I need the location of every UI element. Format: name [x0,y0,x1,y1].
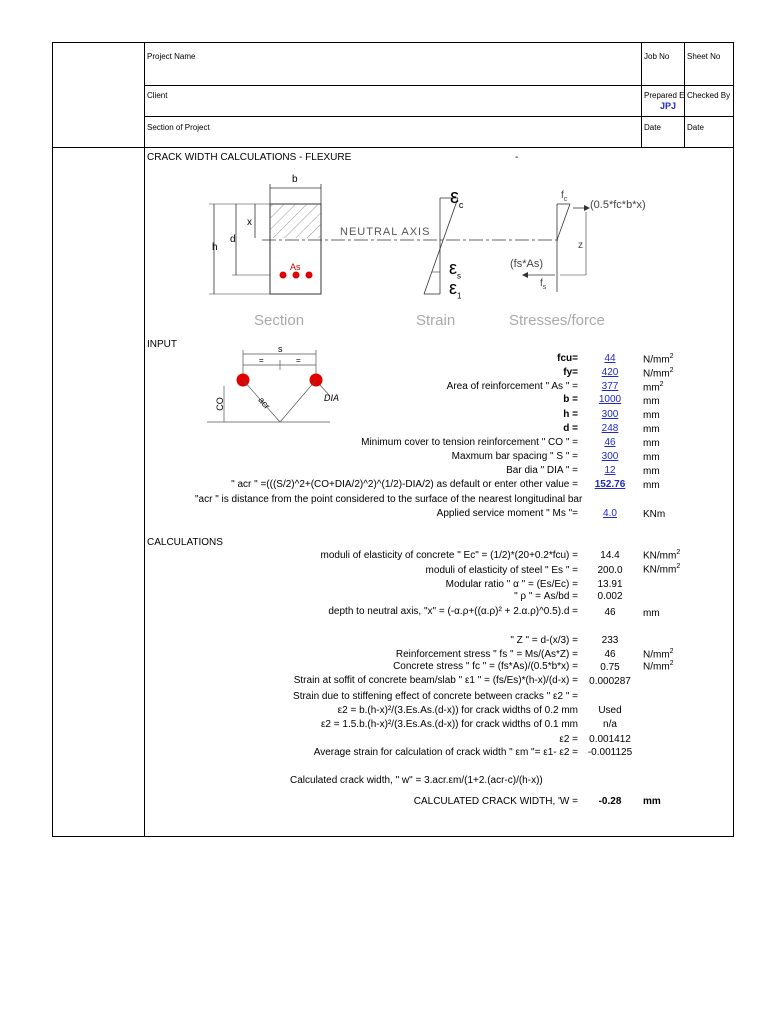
frame-col-job [641,42,642,148]
calc-value-e2a: Used [598,705,622,716]
calc-label-es: moduli of elasticity of steel " Es " = [425,565,578,576]
date-label-2: Date [687,123,704,132]
label-neutral-axis: NEUTRAL AXIS [340,226,431,238]
label-x: x [247,217,252,228]
label-b: b [292,174,298,185]
rebar-2 [293,272,300,279]
frame-bottom [52,836,734,837]
calc-label-em: Average strain for calculation of crack width " εm "= ε1- ε2 = [313,747,578,758]
section-strain-stress-diagram [0,160,768,350]
frame-row-1 [144,85,734,86]
calc-value-rho: 0.002 [597,591,623,602]
caption-stress: Stresses/force [509,312,605,329]
frame-top [52,42,734,43]
page-title: CRACK WIDTH CALCULATIONS - FLEXURE [147,152,352,163]
input-unit-acr: mm [643,480,660,491]
label-strain-s: $\varepsilon_s$ [449,258,462,281]
calc-unit-fs: $N/mm^2$ [643,648,674,661]
input-value-co[interactable]: 46 [604,437,616,448]
rebar-1 [280,272,287,279]
detail-label-co: CO [214,397,225,411]
project-name-label: Project Name [147,52,196,61]
calc-unit-fc: $N/mm^2$ [643,660,674,673]
acr-note: "acr " is distance from the point considered to the surface of the nearest longitudinal bar [195,494,583,505]
calc-label-e1: Strain at soffit of concrete beam/slab " ε1 " = (fs/Es)*(h-x)/(d-x) = [293,675,578,686]
crack-width-unit: mm [643,796,661,807]
prepared-by-label: Prepared E [644,91,684,100]
caption-section: Section [254,312,305,329]
frame-row-2 [144,116,734,117]
calc-label-x: depth to neutral axis, "x" = (-α.ρ+((α.ρ)² + 2.α.ρ)^0.5).d = [328,606,578,617]
input-value-fcu[interactable]: 44 [604,353,616,364]
input-label-b: b = [563,394,578,405]
calc-value-z: 233 [601,635,619,646]
rebar-3 [306,272,313,279]
label-d: d [230,234,236,245]
input-value-h[interactable]: 300 [601,409,619,420]
input-value-d[interactable]: 248 [601,423,619,434]
crack-width-formula: Calculated crack width, " w" = 3.acr.εm/(1+2.(acr-c)/(h-x)) [290,775,543,786]
label-h: h [212,242,218,253]
calc-label-e2b: ε2 = 1.5.b.(h-x)²/(3.Es.As.(d-x)) for crack widths of 0.1 mm [320,719,578,730]
input-value-dia[interactable]: 12 [604,465,616,476]
input-label-d: d = [563,423,578,434]
calc-label-alpha: Modular ratio " α " = (Es/Ec) = [445,579,578,590]
calc-label-z: " Z " = d-(x/3) = [510,635,578,646]
detail-label-dia: DIA [324,393,340,403]
calc-value-x: 46 [604,607,616,618]
calc-unit-x: mm [643,608,660,619]
caption-strain: Strain [416,312,456,329]
input-unit-fcu: $N/mm^2$ [643,353,674,366]
calc-label-e2-head: Strain due to stiffening effect of concrete between cracks " ε2 " = [293,691,578,702]
input-unit-co: mm [643,438,660,449]
input-label-acr: " acr " =(((S/2)^2+(CO+DIA/2)^2)^(1/2)-DIA/2) as default or enter other value = [231,479,578,490]
input-label-fcu: fcu= [557,353,578,364]
calc-value-em: -0.001125 [587,747,633,758]
frame-row-3 [52,147,734,148]
input-label-dia: Bar dia " DIA " = [506,465,578,476]
label-fc: $f_c$ [561,190,568,203]
calc-unit-es: $KN/mm^2$ [643,563,681,576]
label-z: z [578,240,583,251]
crack-width-label: CALCULATED CRACK WIDTH, 'W = [413,796,578,807]
input-value-s[interactable]: 300 [601,451,619,462]
calc-value-e2b: n/a [603,719,617,730]
detail-label-eq2: = [296,356,301,365]
input-heading: INPUT [147,339,177,350]
frame-col-sheet [684,42,685,148]
input-unit-fy: $N/mm^2$ [643,367,674,380]
section-label: Section of Project [147,123,210,132]
calc-unit-ec: $KN/mm^2$ [643,549,681,562]
input-unit-h: mm [643,410,660,421]
detail-label-s: s [278,344,283,354]
input-value-as[interactable]: 377 [601,381,619,392]
client-label: Client [147,91,168,100]
calc-value-ec: 14.4 [600,550,620,561]
crack-width-value: -0.28 [598,796,622,807]
label-strain-1: $\varepsilon_1$ [449,278,462,301]
detail-label-acr: acr [256,394,273,412]
calc-label-rho: " ρ " = As/bd = [514,591,578,602]
detail-label-eq1: = [259,356,264,365]
calc-value-fc: 0.75 [600,662,620,673]
calculations-heading: CALCULATIONS [147,537,223,548]
input-value-acr[interactable]: 152.76 [594,479,626,490]
input-value-b[interactable]: 1000 [598,394,622,405]
calc-label-e2a: ε2 = b.(h-x)²/(3.Es.As.(d-x)) for crack widths of 0.2 mm [337,705,578,716]
calc-label-fc: Concrete stress " fc " = (fs*As)/(0.5*b*x) = [393,661,578,672]
input-label-fy: fy= [563,367,578,378]
calc-value-e2: 0.001412 [589,734,631,745]
label-force-c: (0.5*fc*b*x) [590,199,646,211]
input-value-ms[interactable]: 4.0 [603,508,617,519]
date-label-1: Date [644,123,661,132]
input-unit-dia: mm [643,466,660,477]
job-no-label: Job No [644,52,670,61]
calc-label-e2: ε2 = [559,734,578,745]
input-label-as: Area of reinforcement " As " = [446,381,578,392]
calc-label-fs: Reinforcement stress " fs " = Ms/(As*Z) = [395,649,578,660]
calc-value-alpha: 13.91 [597,579,623,590]
sheet-no-label: Sheet No [687,52,721,61]
input-label-h: h = [563,409,578,420]
calc-label-ec: moduli of elasticity of concrete " Ec" = (1/2)*(20+0.2*fcu) = [320,550,578,561]
input-unit-s: mm [643,452,660,463]
input-label-co: Minimum cover to tension reinforcement " CO " = [361,437,578,448]
prepared-by-value: JPJ [660,101,677,111]
input-value-fy[interactable]: 420 [601,367,619,378]
input-unit-b: mm [643,396,660,407]
label-fs: $f_s$ [540,278,547,291]
calc-value-e1: 0.000287 [589,676,631,687]
compression-zone [270,204,321,238]
label-force-s: (fs*As) [510,258,543,270]
input-label-ms: Applied service moment " Ms "= [436,508,578,519]
calc-value-es: 200.0 [597,565,623,576]
label-strain-c: $\varepsilon_c$ [450,186,464,210]
input-unit-as: $mm^2$ [643,381,664,394]
checked-by-label: Checked By [687,91,731,100]
input-unit-ms: KNm [643,509,666,520]
label-as: As [290,262,301,272]
input-unit-d: mm [643,424,660,435]
title-dash: - [515,152,519,163]
input-label-s: Maxmum bar spacing " S " = [451,451,578,462]
calc-value-fs: 46 [604,649,616,660]
